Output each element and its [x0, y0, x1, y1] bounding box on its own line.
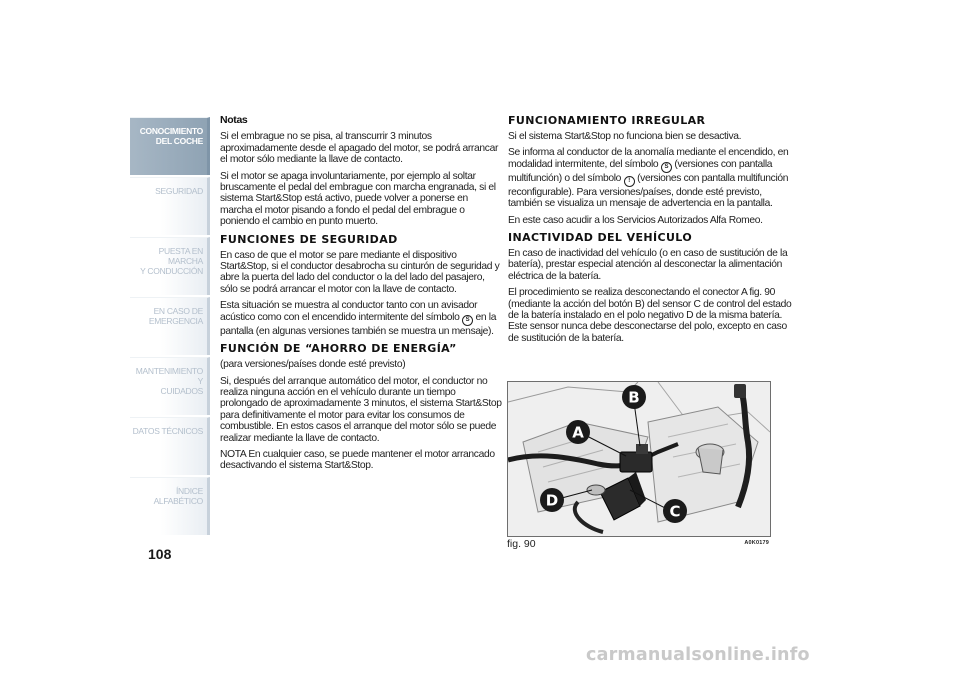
ahorro-subtitle: (para versiones/países donde esté previsto) — [220, 359, 406, 371]
irregular-heading: FUNCIONAMIENTO IRREGULAR — [508, 114, 706, 127]
seguridad-text-b: en la pantalla (en algunas versiones también se muestra un mensaje). — [220, 311, 497, 337]
irregular-text-a: Se informa al conductor de la anomalía mediante el encendido, en modalidad intermitente, del símbolo — [508, 147, 789, 170]
callout-d — [540, 488, 564, 512]
battery-illustration — [508, 382, 770, 536]
start-stop-symbol-icon: S — [661, 162, 672, 173]
watermark: carmanualsonline.info — [586, 645, 810, 665]
figure-code: A0K0179 — [744, 540, 769, 546]
irregular-paragraph-1: Si el sistema Start&Stop no funciona bien se desactiva. — [508, 131, 742, 142]
ahorro-paragraph-2: NOTA En cualquier caso, se puede mantener el motor arrancado desactivando el sistema Start&Stop. — [220, 448, 495, 472]
tab-seguridad[interactable] — [130, 177, 210, 235]
seguridad-text-a: Esta situación se muestra al conductor tanto con un avisador acústico como con el encendido intermitente del símbolo — [220, 300, 478, 323]
irregular-text-b: (versiones con pantalla multifunción) o del símbolo — [508, 158, 773, 184]
tab-label: CONOCIMIENTO DEL COCHE — [139, 126, 203, 146]
notas-heading: Notas — [220, 114, 248, 126]
irregular-paragraph-2 — [508, 147, 793, 209]
inactividad-paragraph-2: El procedimiento se realiza desconectando el conector A fig. 90 (mediante la acción del botón B) del sensor C de control del estado de la batería instalado en el polo negativo D de la misma batería. Este sensor nunca debe desconectarse del polo, excepto en caso de sustitución de la batería. — [508, 287, 792, 344]
callout-c — [663, 499, 687, 523]
tab-indice-alfabetico[interactable] — [130, 477, 210, 535]
seguridad-heading: FUNCIONES DE SEGURIDAD — [220, 232, 398, 246]
tab-label: ÍNDICE ALFABÉTICO — [153, 486, 203, 506]
tab-mantenimiento[interactable] — [130, 357, 210, 415]
tab-label: PUESTA EN MARCHA Y CONDUCCIÓN — [140, 246, 203, 276]
callout-a — [566, 420, 590, 444]
svg-text:B: B — [628, 388, 640, 407]
notas-paragraph-1: Si el embrague no se pisa, al transcurrir 3 minutos aproximadamente desde el apagado del motor, se podrá arrancar el motor sólo mediante la llave de contacto. — [220, 131, 499, 166]
inactividad-heading: INACTIVIDAD DEL VEHÍCULO — [508, 231, 693, 245]
svg-text:A: A — [572, 423, 584, 442]
page-number: 108 — [148, 546, 172, 562]
tab-label: DATOS TÉCNICOS — [132, 426, 203, 436]
irregular-text-c: (versiones con pantalla multifunción reconfigurable). Para versiones/países, donde esté previsto, también se visualiza un mensaje de advertencia en la pantalla. — [508, 172, 789, 210]
ahorro-heading: FUNCIÓN DE “AHORRO DE ENERGÍA” — [220, 342, 457, 356]
figure-caption — [507, 538, 769, 550]
tab-label: MANTENIMIENTO Y CUIDADOS — [135, 366, 203, 396]
svg-text:C: C — [669, 502, 681, 521]
tab-datos-tecnicos[interactable] — [130, 417, 210, 475]
tab-puesta-en-marcha[interactable] — [130, 237, 210, 295]
callout-b — [622, 385, 646, 409]
ahorro-paragraph-1: Si, después del arranque automático del motor, el conductor no realiza ninguna acción en el vehículo durante un tiempo prolongado de aproximadamente 3 minutos, el sistema Start&Stop para definitivamente el motor para evitar los consumos de combustible. En estos casos el arranque del motor sólo se puede realizar mediante la llave de contacto. — [220, 375, 502, 444]
tab-conocimiento-del-coche[interactable] — [130, 117, 210, 175]
right-column — [508, 115, 793, 349]
left-column — [220, 115, 502, 477]
chapter-tabs — [130, 117, 210, 535]
svg-text:D: D — [545, 491, 559, 510]
seguridad-paragraph-1: En caso de que el motor se pare mediante el dispositivo Start&Stop, si el conductor desabrocha su cinturón de seguridad y abre la puerta del lado del conductor o la del lado del pasajero, sólo se podrá arrancar el motor con la llave de contacto. — [220, 249, 500, 295]
irregular-paragraph-3: En este caso acudir a los Servicios Autorizados Alfa Romeo. — [508, 214, 763, 226]
inactividad-paragraph-1: En caso de inactividad del vehículo (o en caso de sustitución de la batería), prestar especial atención al desconectar la alimentación eléctrica de la batería. — [508, 248, 788, 282]
tab-en-caso-de-emergencia[interactable] — [130, 297, 210, 355]
figure-battery-sensor — [507, 381, 771, 537]
tab-label: SEGURIDAD — [155, 186, 203, 196]
start-stop-symbol-icon: S — [462, 315, 473, 326]
notas-paragraph-2: Si el motor se apaga involuntariamente, por ejemplo al soltar bruscamente el pedal del embrague con marcha engranada, si el sistema Start&Stop está activo, puede volver a ponerse en marcha el motor pisando a fondo el pedal del embrague o poniendo el cambio en punto muerto. — [220, 170, 496, 228]
warning-symbol-icon: ! — [624, 176, 635, 187]
seguridad-paragraph-2 — [220, 300, 502, 337]
tab-label: EN CASO DE EMERGENCIA — [148, 306, 203, 326]
figure-number: fig. 90 — [507, 538, 536, 550]
